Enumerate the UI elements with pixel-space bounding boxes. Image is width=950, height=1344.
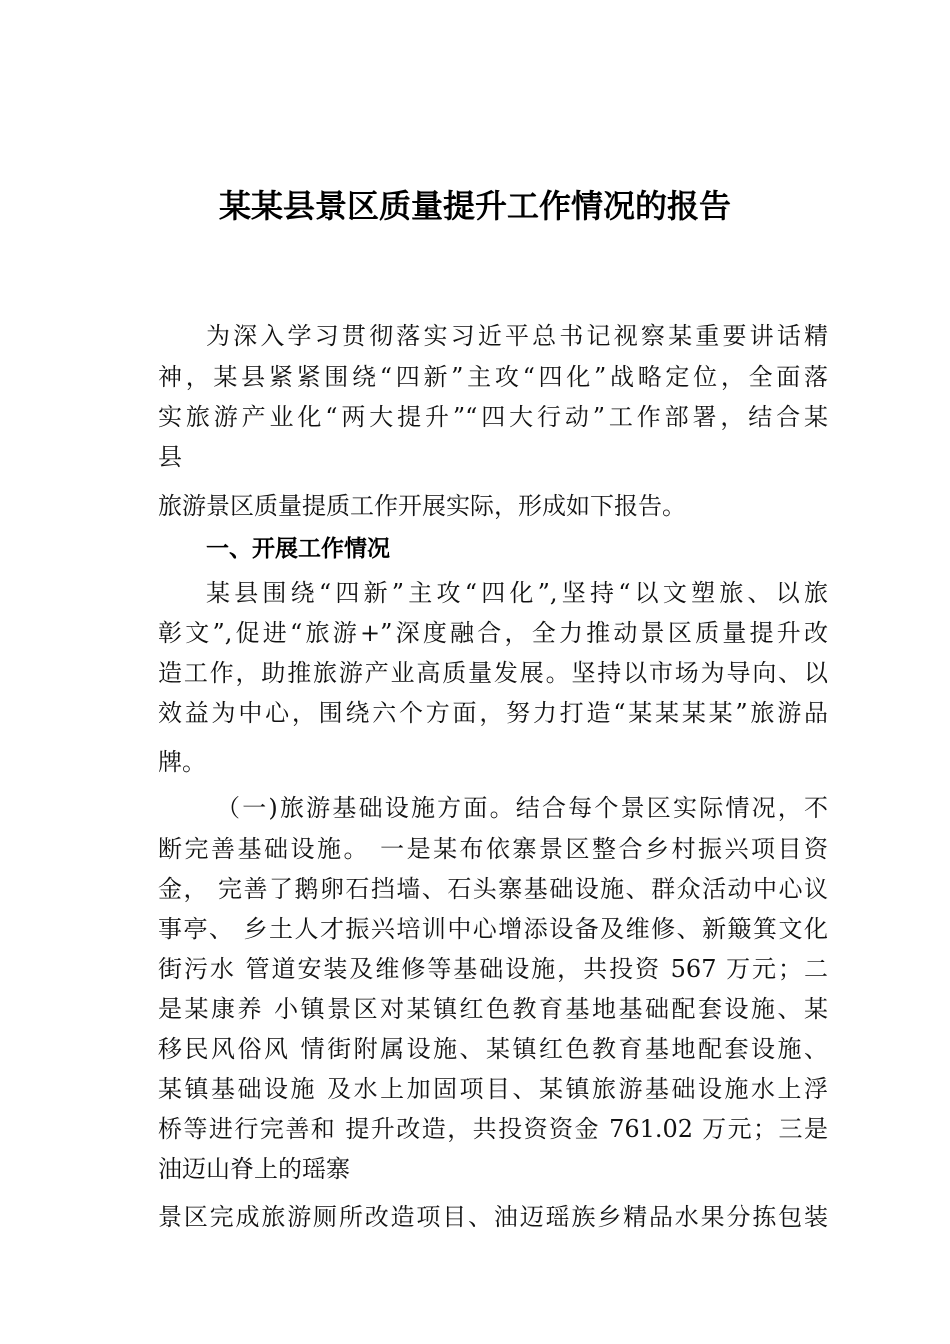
intro-line-1: 为深入学习贯彻落实习近平总书记视察某重要讲话精 — [206, 322, 828, 350]
subsection1-line-2: 断完善基础设施。 一是某布依寨景区整合乡村振兴项目资 — [158, 835, 828, 863]
section-heading: 一、开展工作情况 — [206, 536, 390, 562]
document-title: 某某县景区质量提升工作情况的报告 — [218, 187, 731, 225]
intro-line-2: 神，某县紧紧围绕“四新”主攻“四化”战略定位，全面落 — [158, 363, 828, 391]
subsection1-line-9: 桥等进行完善和 提升改造，共投资资金 761.02 万元；三是 — [158, 1115, 828, 1143]
intro-line-5: 旅游景区质量提质工作开展实际，形成如下报告。 — [158, 492, 686, 520]
subsection1-line-5: 街污水 管道安装及维修等基础设施，共投资 567 万元；二 — [158, 955, 828, 983]
intro-line-4: 县 — [158, 443, 182, 471]
subsection1-line-3: 金， 完善了鹅卵石挡墙、石头寨基础设施、群众活动中心议 — [158, 875, 828, 903]
subsection1-line-6: 是某康养 小镇景区对某镇红色教育基地基础配套设施、某 — [158, 995, 828, 1023]
subsection1-line-4: 事亭、 乡土人才振兴培训中心增添设备及维修、新簸箕文化 — [158, 915, 828, 943]
intro-line-3: 实旅游产业化“两大提升”“四大行动”工作部署，结合某 — [158, 403, 828, 431]
subsection1-line-8: 某镇基础设施 及水上加固项目、某镇旅游基础设施水上浮 — [158, 1075, 828, 1103]
subsection1-line-10: 油迈山脊上的瑶寨 — [158, 1155, 350, 1183]
subsection1-line-11: 景区完成旅游厕所改造项目、油迈瑶族乡精品水果分拣包装 — [158, 1203, 828, 1231]
section1-line-3: 造工作，助推旅游产业高质量发展。坚持以市场为导向、以 — [158, 659, 828, 687]
section1-line-2: 彰文”,促进“旅游+”深度融合，全力推动景区质量提升改 — [158, 619, 828, 647]
section1-line-5: 牌。 — [158, 748, 206, 776]
section1-line-1: 某县围绕“四新”主攻“四化”,坚持“以文塑旅、以旅 — [206, 579, 828, 607]
section1-line-4: 效益为中心，围绕六个方面，努力打造“某某某某”旅游品 — [158, 699, 828, 727]
subsection1-line-7: 移民风俗风 情街附属设施、某镇红色教育基地配套设施、 — [158, 1035, 828, 1063]
subsection1-line-1: （一)旅游基础设施方面。结合每个景区实际情况，不 — [216, 794, 828, 822]
